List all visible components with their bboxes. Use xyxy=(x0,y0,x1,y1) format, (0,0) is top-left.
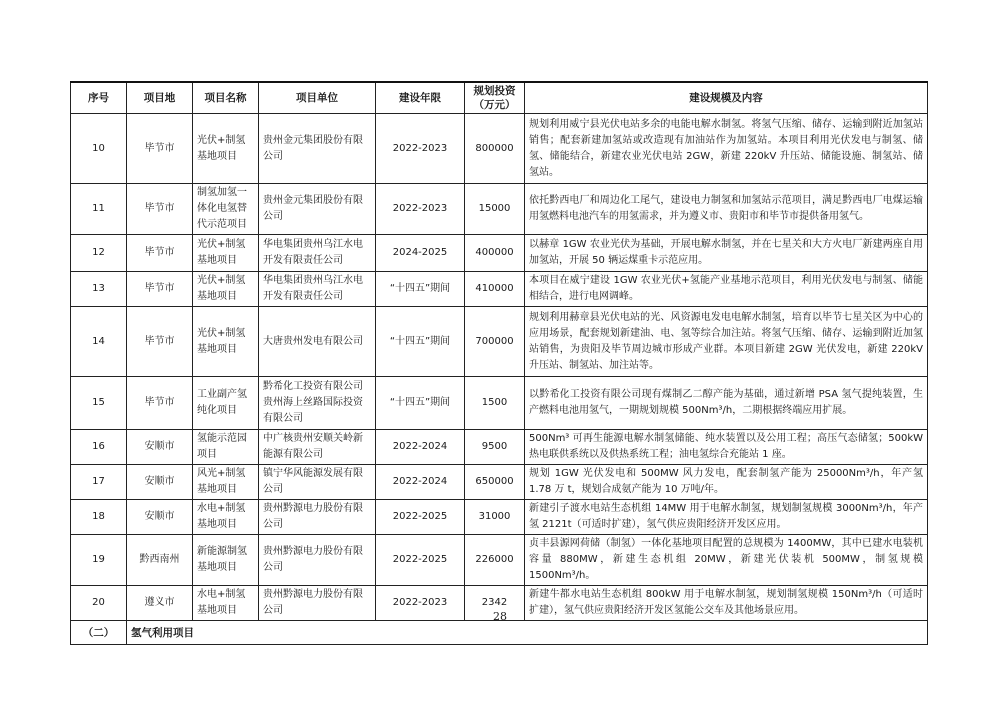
cell-no: 14 xyxy=(71,307,127,377)
cell-no: 10 xyxy=(71,114,127,184)
header-invest: 规划投资 （万元） xyxy=(465,82,525,114)
table-body xyxy=(71,114,928,645)
cell-project-name: 氢能示范园项目 xyxy=(193,430,259,465)
section-number: （二） xyxy=(71,621,127,645)
cell-investment: 9500 xyxy=(465,430,525,465)
cell-years: 2022-2023 xyxy=(376,114,465,184)
cell-years: 2024-2025 xyxy=(376,235,465,272)
table-row xyxy=(71,465,928,500)
cell-place: 安顺市 xyxy=(127,430,193,465)
cell-no: 13 xyxy=(71,272,127,307)
cell-no: 18 xyxy=(71,500,127,535)
section-title: 氢气利用项目 xyxy=(127,621,928,645)
cell-description: 以赫章 1GW 农业光伏为基础，开展电解水制氢，并在七星关和大方火电厂新建两座自用加氢站，开展 50 辆运煤重卡示范应用。 xyxy=(525,235,928,272)
cell-description: 500Nm³ 可再生能源电解水制氢储能、纯水装置以及公用工程；高压气态储氢；500kW 热电联供系统以及供热系统工程；油电氢综合充能站 1 座。 xyxy=(525,430,928,465)
page-number: 28 xyxy=(493,610,507,623)
cell-place: 安顺市 xyxy=(127,465,193,500)
header-years: 建设年限 xyxy=(376,82,465,114)
cell-years: 2022-2023 xyxy=(376,184,465,235)
cell-no: 17 xyxy=(71,465,127,500)
cell-project-name: 水电+制氢基地项目 xyxy=(193,500,259,535)
cell-investment: 2342 xyxy=(465,586,525,621)
cell-place: 毕节市 xyxy=(127,184,193,235)
cell-project-unit: 贵州金元集团股份有限公司 xyxy=(259,114,376,184)
cell-place: 毕节市 xyxy=(127,114,193,184)
cell-investment: 700000 xyxy=(465,307,525,377)
cell-investment: 31000 xyxy=(465,500,525,535)
cell-investment: 226000 xyxy=(465,535,525,586)
cell-years: 2022-2024 xyxy=(376,465,465,500)
cell-years: “十四五”期间 xyxy=(376,272,465,307)
cell-project-unit: 镇宁华风能源发展有限公司 xyxy=(259,465,376,500)
cell-years: 2022-2025 xyxy=(376,535,465,586)
cell-years: “十四五”期间 xyxy=(376,377,465,430)
project-table xyxy=(70,81,928,645)
cell-project-name: 风光+制氢基地项目 xyxy=(193,465,259,500)
cell-investment: 800000 xyxy=(465,114,525,184)
header-place: 项目地 xyxy=(127,82,193,114)
cell-investment: 15000 xyxy=(465,184,525,235)
cell-place: 毕节市 xyxy=(127,377,193,430)
cell-description: 新建引子渡水电站生态机组 14MW 用于电解水制氢，规划制氢规模 3000Nm³/h，年产氢 2121t（可适时扩建），氢气供应贵阳经济开发区应用。 xyxy=(525,500,928,535)
cell-project-name: 制氢加氢一体化电氢替代示范项目 xyxy=(193,184,259,235)
cell-project-name: 新能源制氢基地项目 xyxy=(193,535,259,586)
cell-project-unit: 贵州黔源电力股份有限公司 xyxy=(259,500,376,535)
cell-project-name: 光伏+制氢基地项目 xyxy=(193,114,259,184)
cell-place: 毕节市 xyxy=(127,307,193,377)
cell-description: 规划利用赫章县光伏电站的光、风资源电发电电解水制氢，培育以毕节七星关区为中心的应用场景，配套规划新建油、电、氢等综合加注站。将氢气压缩、储存、运输到附近加氢站销售，为贵阳及毕节周边城市形成产业群。本项目新建 2GW 光伏发电，新建 220kV 升压站、制氢站、加注站等。 xyxy=(525,307,928,377)
cell-description: 以黔希化工投资有限公司现有煤制乙二醇产能为基础，通过新增 PSA 氢气提纯装置，生产燃料电池用氢气，一期规划规模 500Nm³/h，二期根据终端应用扩展。 xyxy=(525,377,928,430)
cell-years: 2022-2025 xyxy=(376,500,465,535)
cell-description: 规划利用威宁县光伏电站多余的电能电解水制氢。将氢气压缩、储存、运输到附近加氢站销售；配套新建加氢站或改造现有加油站作为加氢站。本项目利用光伏发电与制氢、储氢、储能结合，新建农业光伏电站 2GW，新建 220kV 升压站、储能设施、制氢站、储氢站。 xyxy=(525,114,928,184)
cell-project-unit: 中广核贵州安顺关岭新能源有限公司 xyxy=(259,430,376,465)
cell-description: 规划 1GW 光伏发电和 500MW 风力发电，配套制氢产能为 25000Nm³/h，年产氢 1.78 万 t，规划合成氨产能为 10 万吨/年。 xyxy=(525,465,928,500)
cell-project-unit: 贵州黔源电力股份有限公司 xyxy=(259,586,376,621)
table-row xyxy=(71,235,928,272)
header-name: 项目名称 xyxy=(193,82,259,114)
cell-project-name: 光伏+制氢基地项目 xyxy=(193,272,259,307)
table-row xyxy=(71,500,928,535)
cell-project-unit: 贵州黔源电力股份有限公司 xyxy=(259,535,376,586)
header-no: 序号 xyxy=(71,82,127,114)
cell-no: 16 xyxy=(71,430,127,465)
cell-years: 2022-2024 xyxy=(376,430,465,465)
cell-project-unit: 华电集团贵州乌江水电开发有限责任公司 xyxy=(259,272,376,307)
cell-description: 贞丰县源网荷储（制氢）一体化基地项目配置的总规模为 1400MW，其中已建水电装机容量 880MW，新建生态机组 20MW，新建光伏装机 500MW，制氢规模 1500Nm³/h。 xyxy=(525,535,928,586)
cell-project-unit: 贵州金元集团股份有限公司 xyxy=(259,184,376,235)
cell-no: 12 xyxy=(71,235,127,272)
table-row xyxy=(71,114,928,184)
table-header-row xyxy=(71,82,928,114)
cell-no: 15 xyxy=(71,377,127,430)
cell-description: 新建牛都水电站生态机组 800kW 用于电解水制氢，规划制氢规模 150Nm³/h（可适时扩建），氢气供应贵阳经济开发区氢能公交车及其他场景应用。 xyxy=(525,586,928,621)
table-row xyxy=(71,307,928,377)
header-unit: 项目单位 xyxy=(259,82,376,114)
cell-place: 黔西南州 xyxy=(127,535,193,586)
cell-project-unit: 华电集团贵州乌江水电开发有限责任公司 xyxy=(259,235,376,272)
header-desc: 建设规模及内容 xyxy=(525,82,928,114)
cell-description: 依托黔西电厂和周边化工尾气，建设电力制氢和加氢站示范项目，满足黔西电厂电煤运输用氢燃料电池汽车的用氢需求，并为遵义市、贵阳市和毕节市提供备用氢气。 xyxy=(525,184,928,235)
cell-no: 19 xyxy=(71,535,127,586)
cell-years: “十四五”期间 xyxy=(376,307,465,377)
cell-project-unit: 黔希化工投资有限公司 贵州海上丝路国际投资有限公司 xyxy=(259,377,376,430)
cell-investment: 1500 xyxy=(465,377,525,430)
table-row xyxy=(71,535,928,586)
table-row xyxy=(71,430,928,465)
cell-project-name: 光伏+制氢基地项目 xyxy=(193,235,259,272)
cell-place: 毕节市 xyxy=(127,272,193,307)
cell-place: 毕节市 xyxy=(127,235,193,272)
cell-project-name: 工业副产氢纯化项目 xyxy=(193,377,259,430)
table-row xyxy=(71,184,928,235)
table-row xyxy=(71,377,928,430)
cell-investment: 400000 xyxy=(465,235,525,272)
cell-no: 11 xyxy=(71,184,127,235)
cell-description: 本项目在威宁建设 1GW 农业光伏+氢能产业基地示范项目，利用光伏发电与制氢、储能相结合，进行电网调峰。 xyxy=(525,272,928,307)
table-row xyxy=(71,272,928,307)
cell-investment: 650000 xyxy=(465,465,525,500)
cell-no: 20 xyxy=(71,586,127,621)
cell-project-name: 水电+制氢基地项目 xyxy=(193,586,259,621)
cell-project-unit: 大唐贵州发电有限公司 xyxy=(259,307,376,377)
cell-place: 安顺市 xyxy=(127,500,193,535)
cell-years: 2022-2023 xyxy=(376,586,465,621)
cell-project-name: 光伏+制氢基地项目 xyxy=(193,307,259,377)
cell-investment: 410000 xyxy=(465,272,525,307)
cell-place: 遵义市 xyxy=(127,586,193,621)
section-row xyxy=(71,621,928,645)
